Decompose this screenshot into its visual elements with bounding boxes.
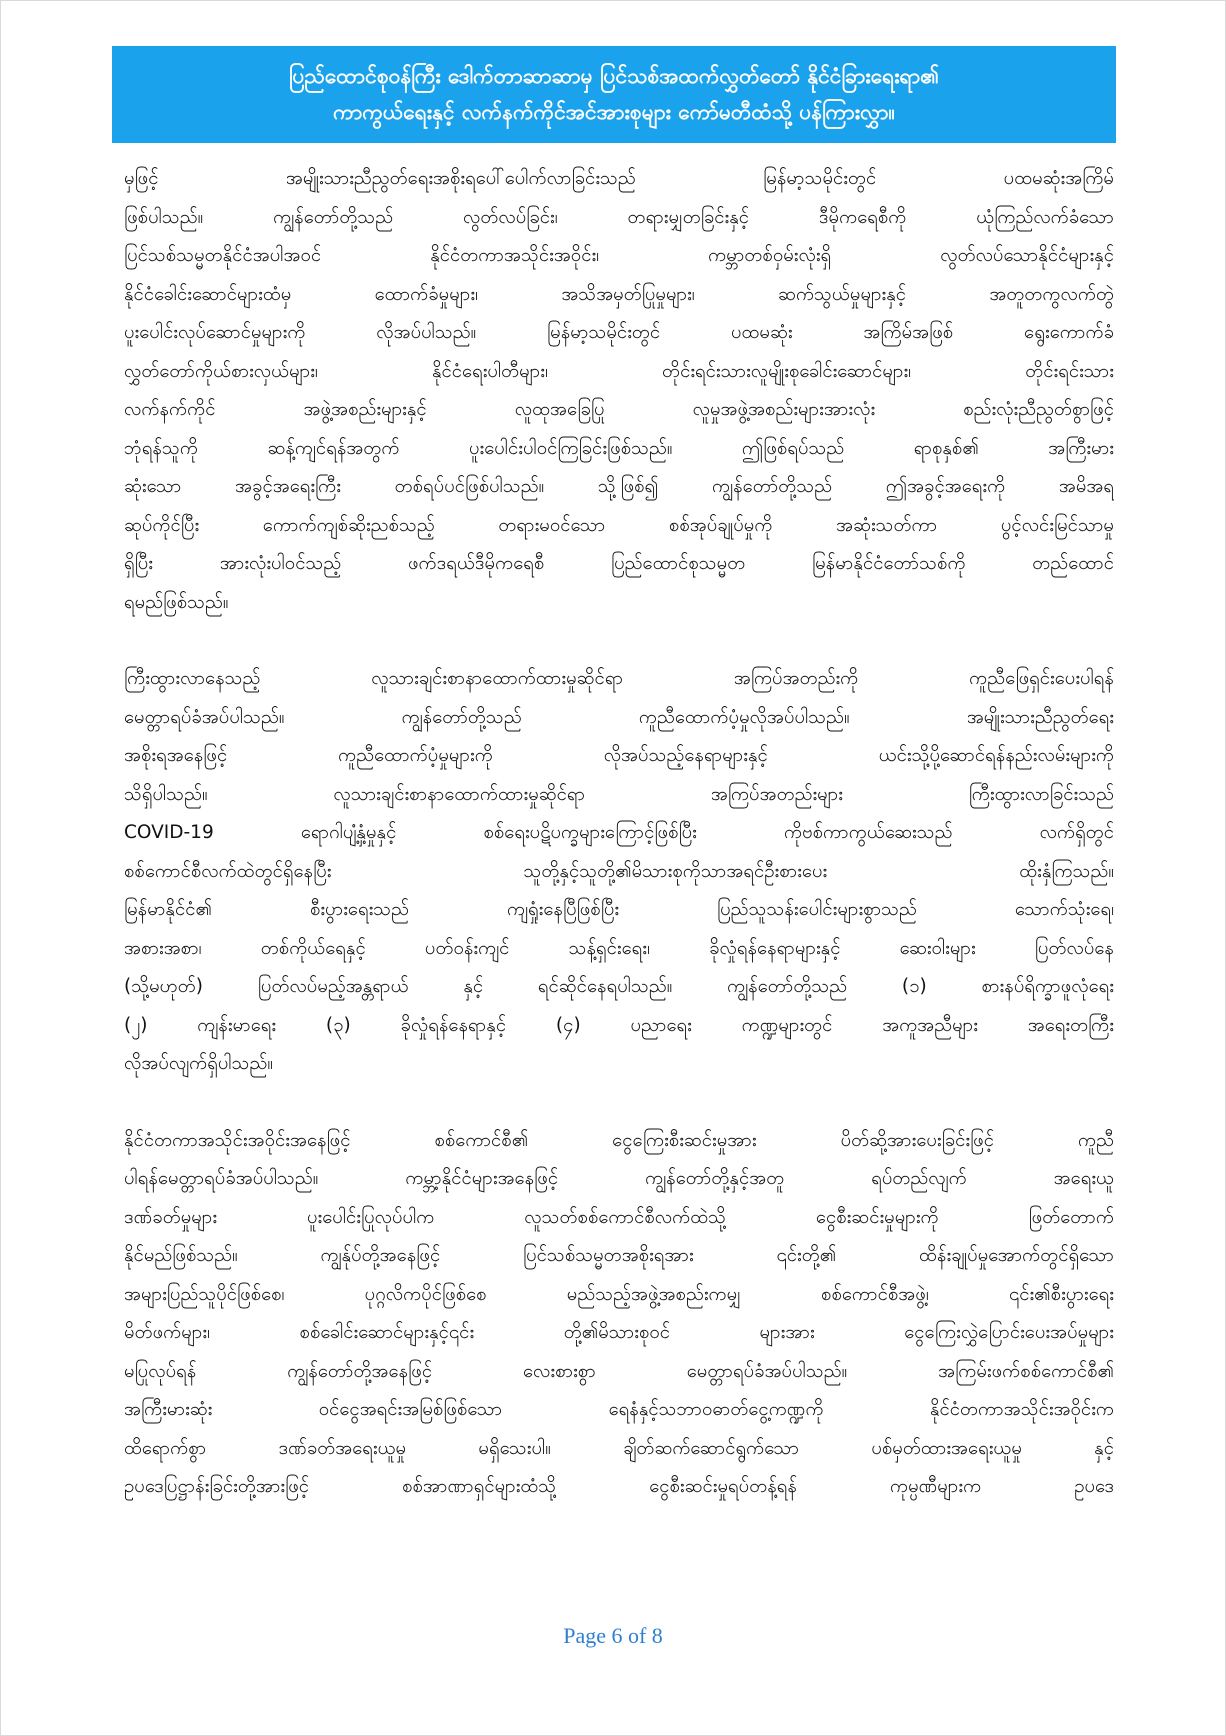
paragraph-line: အကြီးမားဆုံး ဝင်ငွေအရင်းအမြစ်ဖြစ်သော ရေနံနှင့်သဘာဝဓာတ်ငွေ့ကဏ္ဍကို နိုင်ငံတကာအသိုင်းအဝိုင်းက <box>124 1399 1114 1420</box>
paragraph-line: ကြီးထွားလာနေသည့် လူသားချင်းစာနာထောက်ထားမှုဆိုင်ရာ အကြပ်အတည်းကို ကူညီဖြေရှင်းပေးပါရန် <box>124 668 1114 689</box>
paragraph-line: ရမည်ဖြစ်သည်။ <box>124 591 229 613</box>
paragraph-line: COVID-19 ရောဂါပျံ့နှံ့မှုနှင့် စစ်ရေးပဋိပက္ခများကြောင့်ဖြစ်ပြီး ကိုဗစ်ကာကွယ်ဆေးသည် လက်ရှိတွင် <box>124 822 1114 843</box>
title-line-2: ကာကွယ်ရေးနှင့် လက်နက်ကိုင်အင်အားစုများ ကော်မတီထံသို့ ပန်ကြားလွှာ။ <box>333 100 895 124</box>
paragraph-line: ပြင်သစ်သမ္မတနိုင်ငံအပါအဝင် နိုင်ငံတကာအသိုင်းအဝိုင်း၊ ကမ္ဘာတစ်ဝှမ်းလုံးရှိ လွတ်လပ်သောနိုင်ငံများနှင့် <box>124 245 1114 266</box>
paragraph-line: လိုအပ်လျက်ရှိပါသည်။ <box>124 1053 273 1074</box>
paragraph-line: အစိုးရအနေဖြင့် ကူညီထောက်ပံ့မှုများကို လိုအပ်သည့်နေရာများနှင့် ယင်းသို့ပို့ဆောင်ရန်နည်းလမ်းများကို <box>124 745 1114 766</box>
paragraph-line: မိတ်ဖက်များ၊ စစ်ခေါင်းဆောင်များနှင့်၎င်း တို့၏မိသားစုဝင် များအား ငွေကြေးလွှဲပြောင်းပေးအပ်မှုများ <box>124 1322 1114 1343</box>
paragraph-line: ဖြစ်ပါသည်။ ကျွန်တော်တို့သည် လွတ်လပ်ခြင်း၊ တရားမျှတခြင်းနှင့် ဒီမိုကရေစီကို ယုံကြည်လက်ခံသော <box>124 206 1114 228</box>
paragraph-line: မပြုလုပ်ရန် ကျွန်တော်တို့အနေဖြင့် လေးစားစွာ မေတ္တာရပ်ခံအပ်ပါသည်။ အကြမ်းဖက်စစ်ကောင်စီ၏ <box>124 1360 1114 1382</box>
paragraph-line: မေတ္တာရပ်ခံအပ်ပါသည်။ ကျွန်တော်တို့သည် ကူညီထောက်ပံ့မှုလိုအပ်ပါသည်။ အမျိုးသားညီညွတ်ရေး <box>124 706 1114 728</box>
paragraph-line: ပါရန်မေတ္တာရပ်ခံအပ်ပါသည်။ ကမ္ဘာ့နိုင်ငံများအနေဖြင့် ကျွန်တော်တို့နှင့်အတူ ရပ်တည်လျက် အရေးယူ <box>124 1168 1114 1189</box>
paragraph-line: ဆုံးသော အခွင့်အရေးကြီး တစ်ရပ်ပင်ဖြစ်ပါသည်။ သို့ဖြစ်၍ ကျွန်တော်တို့သည် ဤအခွင့်အရေးကို အမိအရ <box>124 476 1114 497</box>
paragraph-line: လွှတ်တော်ကိုယ်စားလှယ်များ၊ နိုင်ငံရေးပါတီများ၊ တိုင်းရင်းသားလူမျိုးစုခေါင်းဆောင်များ၊ တိုင်းရင်းသား <box>124 360 1114 382</box>
paragraph-line: ရှိပြီး အားလုံးပါဝင်သည့် ဖက်ဒရယ်ဒီမိုကရေစီ ပြည်ထောင်စုသမ္မတ မြန်မာနိုင်ငံတော်သစ်ကို တည်ထောင် <box>124 553 1114 574</box>
paragraph-line: ဘုံရန်သူကို ဆန့်ကျင်ရန်အတွက် ပူးပေါင်းပါဝင်ကြခြင်းဖြစ်သည်။ ဤဖြစ်ရပ်သည် ရာစုနှစ်၏ အကြီးမား <box>124 437 1114 459</box>
body-paragraph <box>124 660 1114 1084</box>
paragraph-line: ပူးပေါင်းလုပ်ဆောင်မှုများကို လိုအပ်ပါသည်။ မြန်မာ့သမိုင်းတွင် ပထမဆုံး အကြိမ်အဖြစ် ရွေးကောက်ခံ <box>124 322 1114 343</box>
paragraph-line: သိရှိပါသည်။ လူသားချင်းစာနာထောက်ထားမှုဆိုင်ရာ အကြပ်အတည်းများ ကြီးထွားလာခြင်းသည် <box>124 783 1114 805</box>
paragraph-line: ဆုပ်ကိုင်ပြီး ကောက်ကျစ်ဆိုးညစ်သည့် တရားမဝင်သော စစ်အုပ်ချုပ်မှုကို အဆုံးသတ်ကာ ပွင့်လင်းမြင်သာမှု <box>124 514 1114 536</box>
paragraph-line: စစ်ကောင်စီလက်ထဲတွင်ရှိနေပြီး သူတို့နှင့်သူတို့၏မိသားစုကိုသာအရင်ဦးစားပေး ထိုးနှံကြသည်။ <box>124 860 1114 882</box>
paragraph-line: မှဖြင့် အမျိုးသားညီညွတ်ရေးအစိုးရပေါ်ပေါက်လာခြင်းသည် မြန်မာ့သမိုင်းတွင် ပထမဆုံးအကြိမ် <box>124 168 1114 189</box>
paragraph-line: အများပြည်သူပိုင်ဖြစ်စေ၊ ပုဂ္ဂလိကပိုင်ဖြစ်စေ မည်သည့်အဖွဲ့အစည်းကမျှ စစ်ကောင်စီအဖွဲ့၊ ၎င်း၏စီးပွားရေး <box>124 1283 1114 1305</box>
paragraph-line: (၂) ကျန်းမာရေး (၃) ခိုလှုံရန်နေရာနှင့် (၄) ပညာရေး ကဏ္ဍများတွင် အကူအညီများ အရေးတကြီး <box>124 1014 1114 1036</box>
paragraph-line: နိုင်ငံတကာအသိုင်းအဝိုင်းအနေဖြင့် စစ်ကောင်စီ၏ ငွေကြေးစီးဆင်းမှုအား ပိတ်ဆို့အားပေးခြင်းဖြင့် ကူညီ <box>124 1129 1114 1151</box>
paragraph-line: ထိရောက်စွာ ဒဏ်ခတ်အရေးယူမှု မရှိသေးပါ။ ချိတ်ဆက်ဆောင်ရွက်သော ပစ်မှတ်ထားအရေးယူမှု နှင့် <box>124 1437 1114 1459</box>
body-paragraph <box>124 1122 1114 1507</box>
title-line-1: ပြည်ထောင်စုဝန်ကြီး ဒေါက်တာဆာဆာမှ ပြင်သစ်အထက်လွှတ်တော် နိုင်ငံခြားရေးရာ၏ <box>289 64 939 88</box>
paragraph-line: ဥပဒေပြဋ္ဌာန်းခြင်းတို့အားဖြင့် စစ်အာဏာရှင်များထံသို့ ငွေစီးဆင်းမှုရပ်တန့်ရန် ကုမ္ပဏီများက ဥပဒေ <box>124 1476 1114 1497</box>
title-banner <box>112 46 1116 143</box>
paragraph-line: လက်နက်ကိုင် အဖွဲ့အစည်းများနှင့် လူထုအခြေပြု လူမှုအဖွဲ့အစည်းများအားလုံး စည်းလုံးညီညွတ်စွာဖြင့် <box>124 399 1114 420</box>
paragraph-line: အစားအစာ၊ တစ်ကိုယ်ရေနှင့် ပတ်ဝန်းကျင် သန့်ရှင်းရေး၊ ခိုလှုံရန်နေရာများနှင့် ဆေးဝါးများ ပြတ်လပ်နေ <box>124 937 1114 959</box>
paragraph-line: ဒဏ်ခတ်မှုများ ပူးပေါင်းပြုလုပ်ပါက လူသတ်စစ်ကောင်စီလက်ထဲသို့ ငွေစီးဆင်းမှုများကို ဖြတ်တောက် <box>124 1206 1114 1228</box>
paragraph-line: (သို့မဟုတ်) ပြတ်လပ်မည့်အန္တရာယ် နှင့် ရင်ဆိုင်နေရပါသည်။ ကျွန်တော်တို့သည် (၁) စားနပ်ရိက္ခာဖူလုံရေး <box>124 976 1114 997</box>
body-paragraph <box>124 160 1114 622</box>
paragraph-line: နိုင်မည်ဖြစ်သည်။ ကျွန်ုပ်တို့အနေဖြင့် ပြင်သစ်သမ္မတအစိုးရအား ၎င်းတို့၏ ထိန်းချုပ်မှုအောက်တွင်ရှိသော <box>124 1245 1114 1266</box>
letter-body <box>124 160 1114 1545</box>
page-number: Page 6 of 8 <box>563 1623 663 1648</box>
paragraph-line: မြန်မာနိုင်ငံ၏ စီးပွားရေးသည် ကျရှုံးနေပြီဖြစ်ပြီး ပြည်သူသန်းပေါင်းများစွာသည် သောက်သုံးရေ၊ <box>124 899 1114 920</box>
paragraph-line: နိုင်ငံခေါင်းဆောင်များထံမှ ထောက်ခံမှုများ၊ အသိအမှတ်ပြုမှုများ၊ ဆက်သွယ်မှုများနှင့် အတူတကွလက်တွဲ <box>124 283 1114 305</box>
